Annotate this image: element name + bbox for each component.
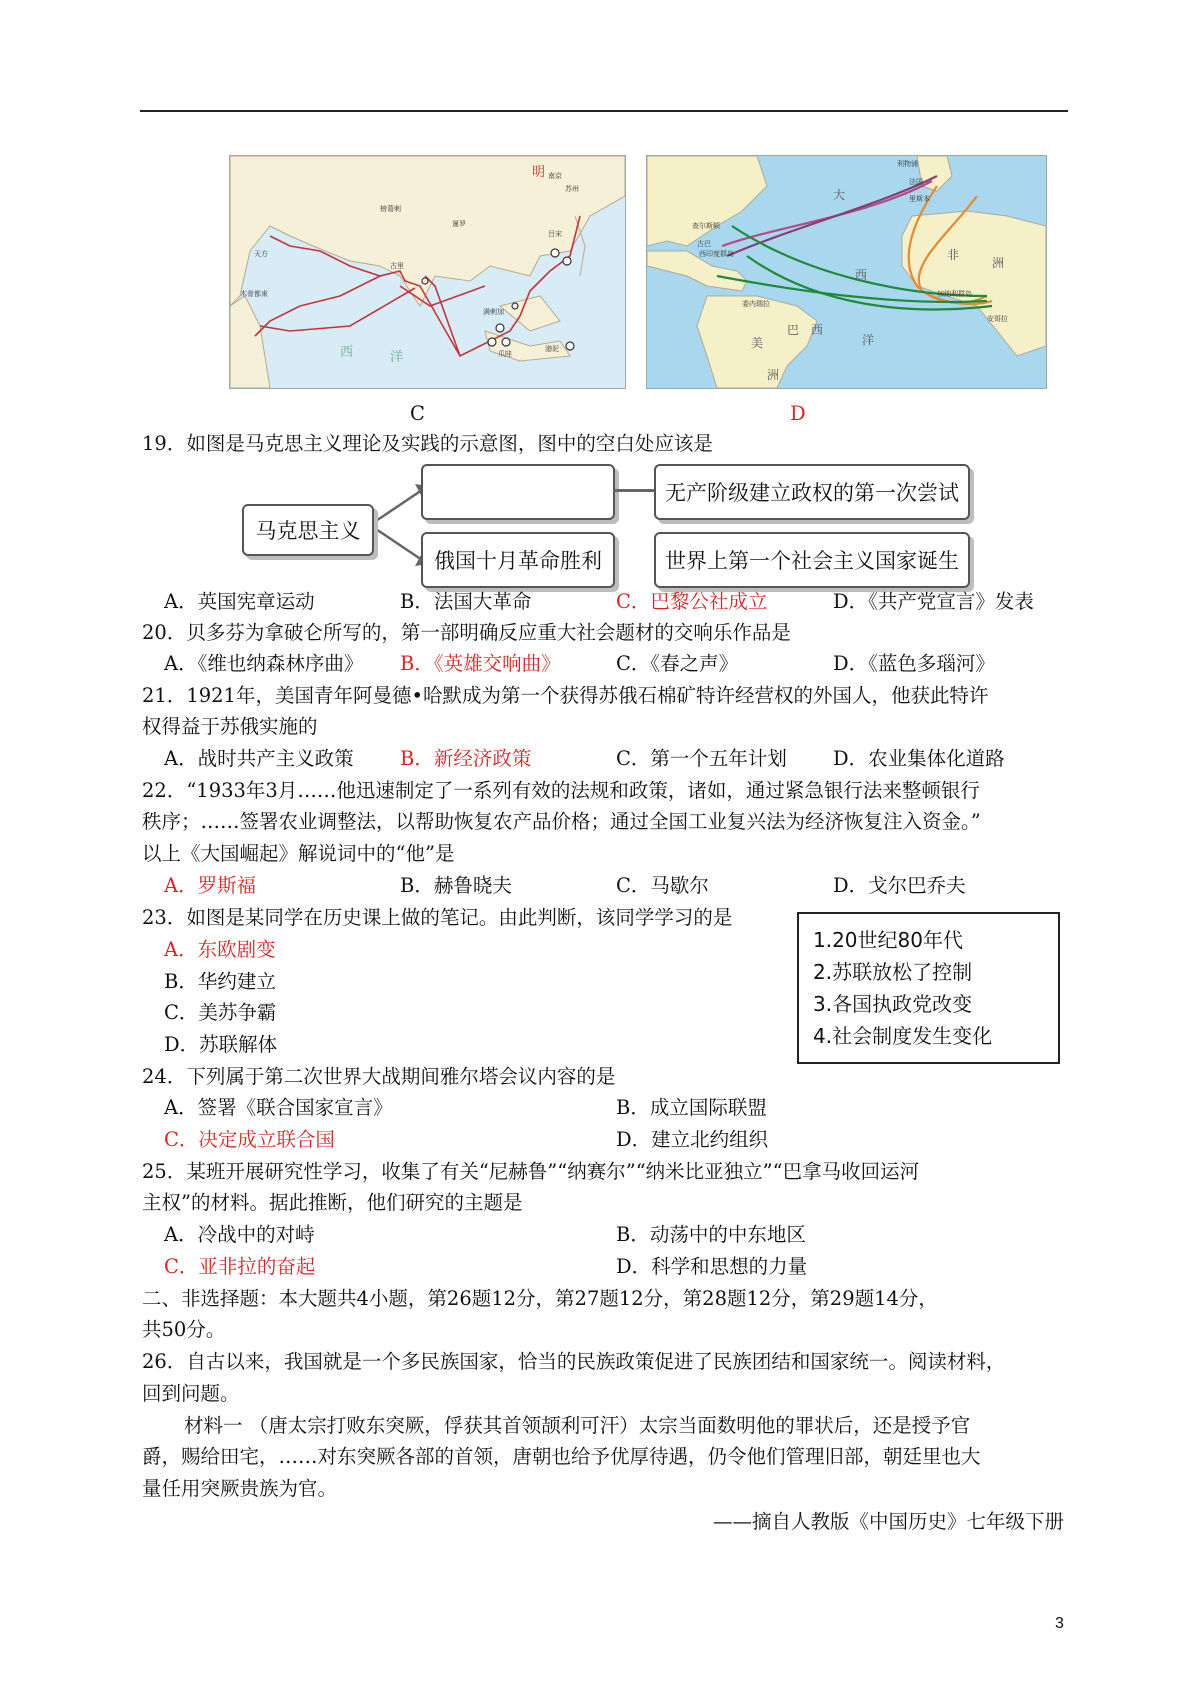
q26-material-line1: 材料一 （唐太宗打败东突厥，俘获其首领颉利可汗）太宗当面数明他的罪状后，还是授予官 (184, 1414, 971, 1437)
map-d-label-xi: 西 (855, 268, 868, 282)
svg-text:古巴: 古巴 (697, 240, 711, 248)
q20-stem: 20．贝多芬为拿破仑所写的，第一部明确反应重大社会题材的交响乐作品是 (142, 621, 791, 644)
q22-stem-line1: 22．“1933年3月……他迅速制定了一系列有效的法规和政策，诸如，通过紧急银行法来整顿银行 (142, 779, 980, 802)
q19-option-d: D．《共产党宣言》发表 (833, 590, 1034, 613)
q19-option-a: A．英国宪章运动 (164, 590, 315, 613)
q26-material-line2: 爵，赐给田宅，……对东突厥各部的首领，唐朝也给予优厚待遇，仍令他们管理旧部，朝廷里也大 (142, 1445, 981, 1468)
q22-stem-line2: 秩序；……签署农业调整法，以帮助恢复农产品价格；通过全国工业复兴法为经济恢复注入资金。” (142, 810, 981, 833)
q22-option-b: B．赫鲁晓夫 (400, 874, 512, 897)
svg-text:天方: 天方 (254, 250, 268, 258)
diagram-root: 马克思主义 (242, 504, 374, 556)
svg-text:满剌加: 满剌加 (483, 308, 504, 316)
diagram-lower-right: 世界上第一个社会主义国家诞生 (654, 532, 970, 588)
map-c-caption: C (410, 402, 425, 425)
svg-text:古里: 古里 (390, 262, 404, 270)
svg-text:加纳利群岛: 加纳利群岛 (937, 290, 972, 298)
q23-option-b: B．华约建立 (164, 970, 276, 993)
q25-option-d: D．科学和思想的力量 (616, 1255, 808, 1278)
map-d-graphic (647, 156, 1046, 388)
q22-stem-line3: 以上《大国崛起》解说词中的“他”是 (142, 842, 455, 865)
map-d-label-da: 大 (833, 188, 846, 202)
note-line-2: 2.苏联放松了控制 (813, 960, 973, 984)
q24-stem: 24．下列属于第二次世界大战期间雅尔塔会议内容的是 (142, 1065, 616, 1088)
svg-text:里斯本: 里斯本 (909, 195, 930, 203)
svg-text:木骨都束: 木骨都束 (240, 290, 268, 298)
diagram-connector-upper (614, 489, 654, 492)
map-zheng-he-voyages (229, 155, 626, 389)
q24-option-d: D．建立北约组织 (616, 1128, 769, 1151)
note-line-3: 3.各国执政党改变 (813, 992, 973, 1016)
q23-option-c: C．美苏争霸 (164, 1001, 277, 1024)
section2-heading-line2: 共50分。 (142, 1318, 226, 1341)
map-c-label-sea: 洋 (390, 350, 404, 365)
q25-option-c: C．亚非拉的奋起 (164, 1255, 316, 1278)
svg-text:利物浦: 利物浦 (897, 160, 918, 168)
map-d-label-nanmei2: 洲 (767, 368, 780, 382)
map-d-label-feizhou2: 洲 (992, 256, 1005, 270)
q25-option-b: B．动荡中的中东地区 (616, 1223, 806, 1246)
q23-option-a: A．东欧剧变 (164, 938, 276, 961)
diagram-upper-right: 无产阶级建立政权的第一次尝试 (654, 464, 970, 520)
q25-stem-line2: 主权”的材料。据此推断，他们研究的主题是 (142, 1191, 523, 1214)
q25-stem-line1: 25．某班开展研究性学习，收集了有关“尼赫鲁”“纳赛尔”“纳米比亚独立”“巴拿马收回运河 (142, 1160, 920, 1183)
q19-option-b: B．法国大革命 (400, 590, 532, 613)
map-c-graphic (230, 156, 625, 388)
diagram-upper-blank (421, 464, 615, 520)
q24-option-a: A．签署《联合国家宣言》 (164, 1096, 393, 1119)
map-d-label-xi2: 西 (811, 323, 824, 337)
q26-source: ——摘自人教版《中国历史》七年级下册 (712, 1510, 1064, 1533)
section2-heading-line1: 二、非选择题：本大题共4小题，第26题12分，第27题12分，第28题12分，第29题14分， (142, 1287, 938, 1310)
diagram-lower-left: 俄国十月革命胜利 (421, 532, 615, 588)
q19-option-c: C．巴黎公社成立 (616, 590, 768, 613)
note-line-1: 1.20世纪80年代 (813, 928, 963, 952)
svg-text:吕宋: 吕宋 (548, 230, 562, 238)
q20-option-c: C．《春之声》 (616, 652, 739, 675)
map-c-label-west: 西 (340, 345, 354, 360)
map-atlantic-triangle-trade (646, 155, 1047, 389)
svg-text:查尔斯顿: 查尔斯顿 (692, 222, 720, 230)
q25-option-a: A．冷战中的对峙 (164, 1223, 315, 1246)
map-d-label-ba: 巴 (787, 323, 800, 337)
q24-option-b: B．成立国际联盟 (616, 1096, 767, 1119)
q23-stem: 23．如图是某同学在历史课上做的笔记。由此判断，该同学学习的是 (142, 906, 733, 929)
svg-text:西印度群岛: 西印度群岛 (699, 250, 734, 258)
q24-option-c: C．决定成立联合国 (164, 1128, 335, 1151)
map-d-label-yang: 洋 (862, 333, 875, 347)
q23-option-d: D．苏联解体 (164, 1033, 278, 1056)
q22-option-c: C．马歇尔 (616, 874, 709, 897)
map-c-label-ming: 明 (532, 165, 546, 180)
note-line-4: 4.社会制度发生变化 (813, 1024, 993, 1048)
map-d-label-feizhou1: 非 (947, 248, 960, 262)
map-d-caption: D (790, 402, 806, 425)
q21-option-b: B．新经济政策 (400, 747, 532, 770)
svg-text:榜葛剌: 榜葛剌 (380, 205, 401, 213)
class-notes-box (797, 912, 1060, 1064)
q26-material-line3: 量任用突厥贵族为官。 (142, 1477, 338, 1500)
svg-text:爪哇: 爪哇 (498, 350, 512, 358)
svg-text:暹罗: 暹罗 (452, 220, 466, 228)
q19-stem: 19．如图是马克思主义理论及实践的示意图，图中的空白处应该是 (142, 432, 713, 455)
q21-option-a: A．战时共产主义政策 (164, 747, 354, 770)
map-d-label-nanmei1: 美 (751, 336, 764, 350)
q20-option-d: D．《蓝色多瑙河》 (833, 652, 995, 675)
q21-stem-line1: 21．1921年，美国青年阿曼德•哈默成为第一个获得苏俄石棉矿特许经营权的外国人，他获此特许 (142, 684, 989, 707)
q20-option-a: A．《维也纳森林序曲》 (164, 652, 364, 675)
header-rule (140, 110, 1068, 112)
q20-option-b: B．《英雄交响曲》 (400, 652, 561, 675)
svg-text:渤泥: 渤泥 (545, 345, 559, 353)
q26-stem-line2: 回到问题。 (142, 1382, 240, 1405)
svg-text:安哥拉: 安哥拉 (987, 315, 1008, 323)
q21-option-d: D．农业集体化道路 (833, 747, 1005, 770)
page-number: 3 (1055, 1615, 1064, 1632)
q21-stem-line2: 权得益于苏俄实施的 (142, 715, 318, 738)
svg-text:苏州: 苏州 (565, 185, 579, 193)
svg-text:法国: 法国 (909, 178, 923, 186)
q22-option-a: A．罗斯福 (164, 874, 257, 897)
svg-text:南京: 南京 (548, 172, 562, 180)
q26-stem-line1: 26．自古以来，我国就是一个多民族国家，恰当的民族政策促进了民族团结和国家统一。阅读材料， (142, 1350, 1006, 1373)
q21-option-c: C．第一个五年计划 (616, 747, 787, 770)
q22-option-d: D．戈尔巴乔夫 (833, 874, 966, 897)
svg-text:委内瑞拉: 委内瑞拉 (742, 300, 770, 308)
